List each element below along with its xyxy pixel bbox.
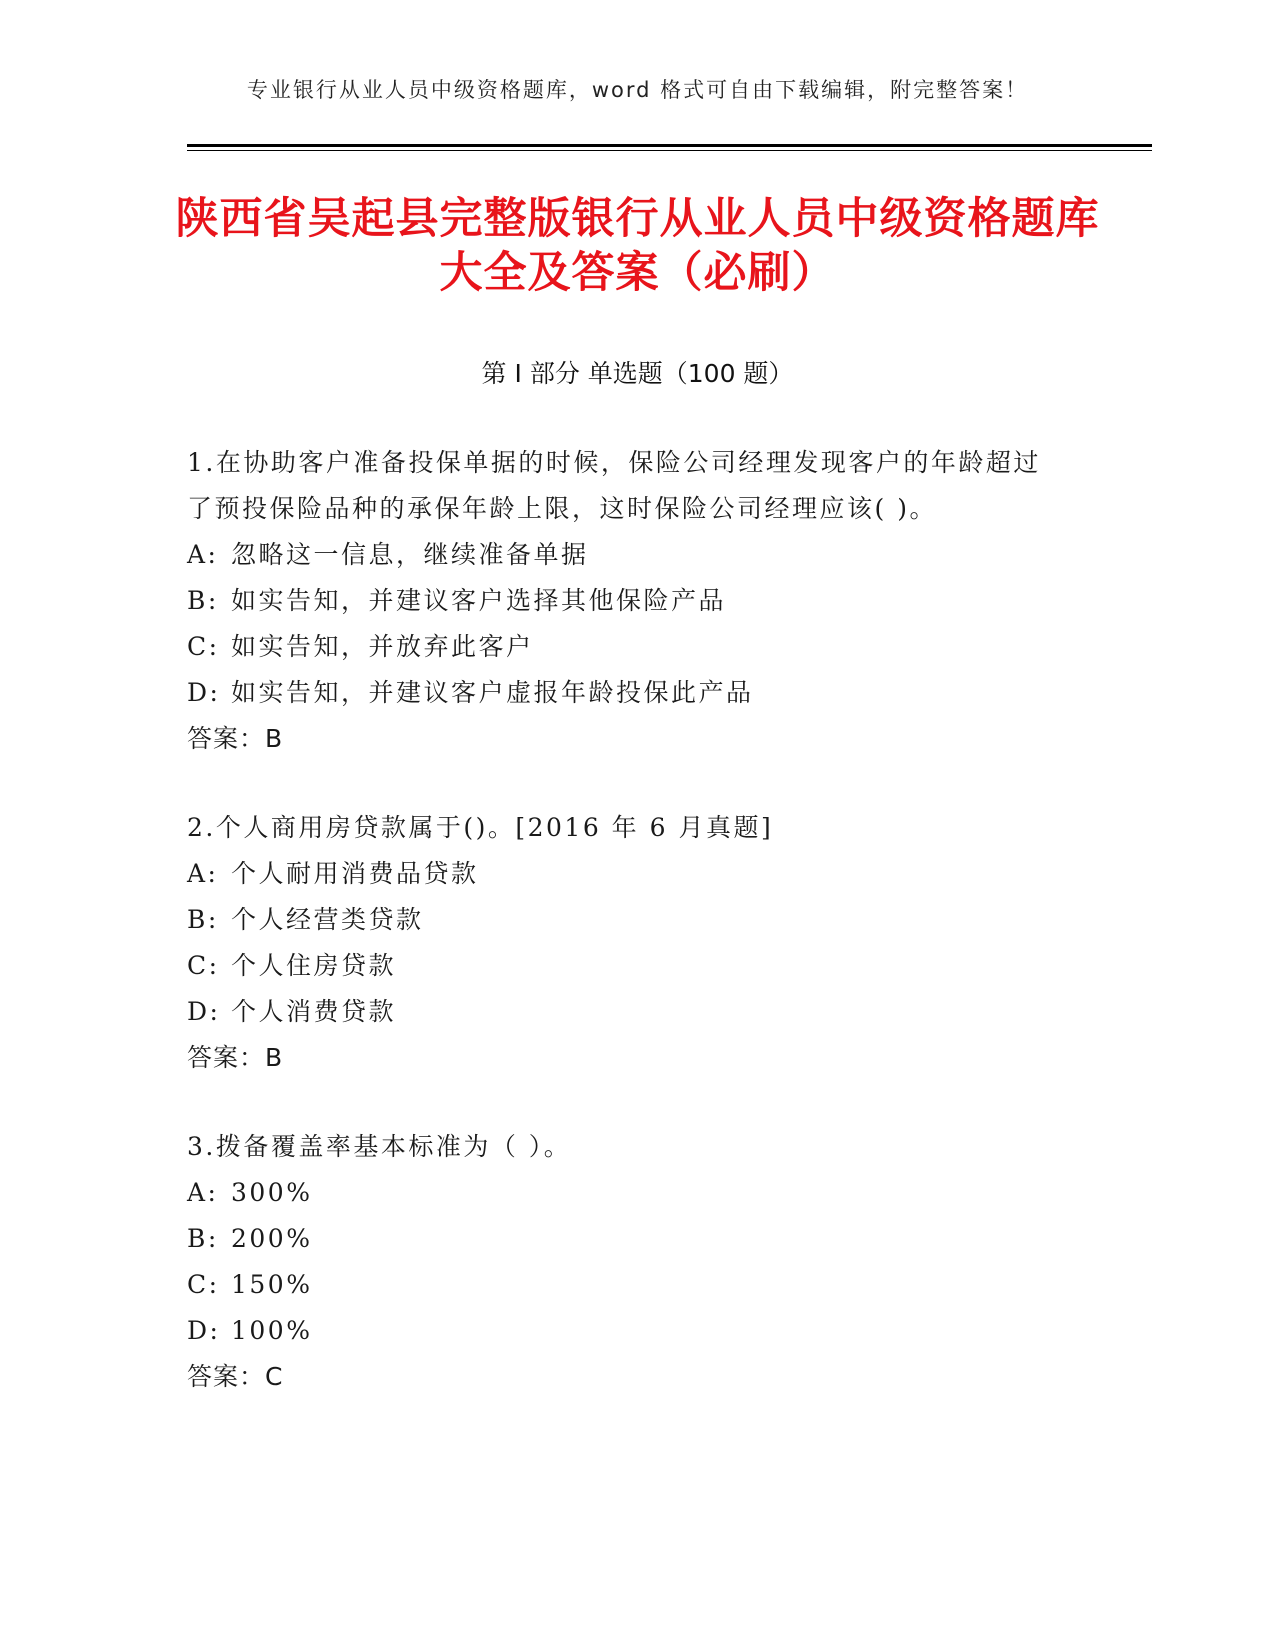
document-title: 陕西省吴起县完整版银行从业人员中级资格题库大全及答案（必刷） [175,194,1100,298]
answer-line: 答案：B [187,1043,284,1072]
option-d [187,670,1067,716]
option-c [187,1262,1067,1308]
option-d [187,1308,1067,1354]
option-letter: D: [187,1316,221,1345]
option-a [187,1170,1067,1216]
option-letter: B: [187,905,219,934]
option-letter: B: [187,1224,219,1253]
option-b [187,1216,1067,1262]
option-letter: A: [187,1178,219,1207]
question-1 [187,440,1067,762]
option-letter: D: [187,997,221,1026]
option-c [187,943,1067,989]
option-b [187,578,1067,624]
option-text: 个人消费贷款 [231,997,397,1026]
option-d [187,989,1067,1035]
option-letter: D: [187,678,221,707]
header-rule-thick [187,144,1152,147]
question-2 [187,805,1067,1081]
option-a [187,851,1067,897]
answer-line: 答案：C [187,1362,284,1391]
option-letter: A: [187,540,219,569]
answer-line: 答案：B [187,724,284,753]
option-text: 如实告知，并建议客户虚报年龄投保此产品 [231,678,754,707]
option-letter: A: [187,859,219,888]
header-rule-thin [187,150,1152,151]
option-text: 300% [231,1178,313,1207]
option-text: 100% [231,1316,313,1345]
header-note: 专业银行从业人员中级资格题库，word 格式可自由下载编辑，附完整答案！ [246,78,1029,102]
option-text: 150% [231,1270,313,1299]
option-text: 忽略这一信息，继续准备单据 [231,540,589,569]
question-3 [187,1124,1067,1400]
option-a [187,532,1067,578]
question-stem: 2.个人商用房贷款属于()。[2016 年 6 月真题] [187,813,774,842]
option-text: 200% [231,1224,313,1253]
section-heading: 第 I 部分 单选题（100 题） [481,359,794,388]
question-stem: 1.在协助客户准备投保单据的时候，保险公司经理发现客户的年龄超过了预投保险品种的承保年龄上限，这时保险公司经理应该( )。 [187,448,1041,523]
option-text: 如实告知，并建议客户选择其他保险产品 [231,586,727,615]
option-letter: C: [187,1270,220,1299]
question-list [187,440,1067,1443]
option-letter: C: [187,951,220,980]
option-c [187,624,1067,670]
question-stem: 3.拨备覆盖率基本标准为（ ）。 [187,1132,572,1161]
option-text: 个人耐用消费品贷款 [231,859,479,888]
option-b [187,897,1067,943]
option-text: 如实告知，并放弃此客户 [231,632,534,661]
option-letter: B: [187,586,219,615]
option-text: 个人住房贷款 [231,951,397,980]
option-text: 个人经营类贷款 [231,905,424,934]
option-letter: C: [187,632,220,661]
